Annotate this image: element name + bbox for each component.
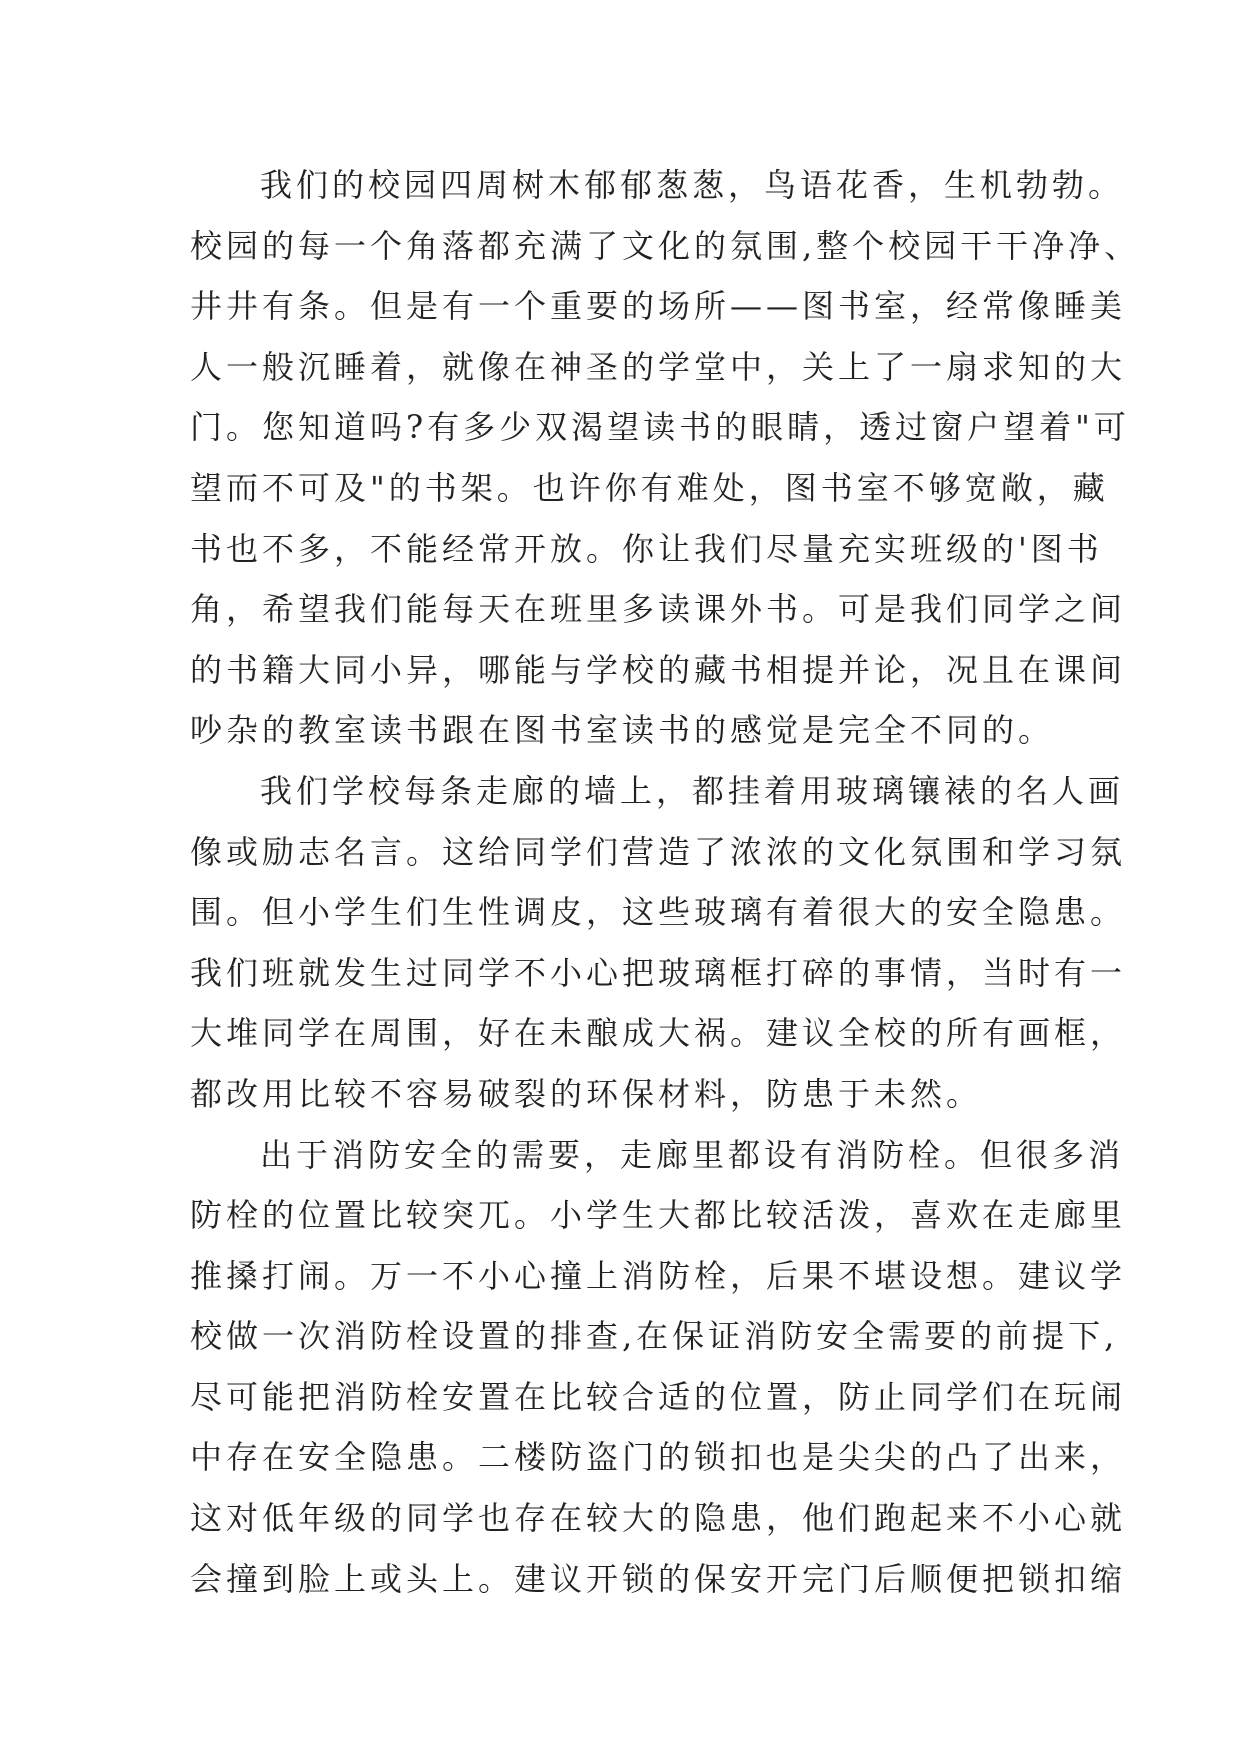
- paragraph-2-line-2: 像或励志名言。这给同学们营造了浓浓的文化氛围和学习氛: [190, 832, 1127, 871]
- paragraph-3-line-3: 推搡打闹。万一不小心撞上消防栓，后果不堪设想。建议学: [190, 1256, 1127, 1295]
- paragraph-2-line-6: 都改用比较不容易破裂的环保材料，防患于未然。: [190, 1074, 983, 1113]
- paragraph-1-line-6: 望而不可及"的书架。也许你有难处，图书室不够宽敞，藏: [190, 468, 1109, 507]
- paragraph-3-line-2: 防栓的位置比较突兀。小学生大都比较活泼，喜欢在走廊里: [190, 1196, 1127, 1235]
- paragraph-3-line-7: 这对低年级的同学也存在较大的隐患，他们跑起来不小心就: [190, 1499, 1127, 1538]
- paragraph-1-line-1: 我们的校园四周树木郁郁葱葱，鸟语花香，生机勃勃。: [260, 166, 1125, 204]
- body-text: [190, 155, 1141, 1609]
- paragraph-3-line-6: 中存在安全隐患。二楼防盗门的锁扣也是尖尖的凸了出来，: [190, 1438, 1127, 1477]
- paragraph-1-line-7: 书也不多，不能经常开放。你让我们尽量充实班级的'图书: [190, 529, 1103, 568]
- paragraph-1-line-9: 的书籍大同小异，哪能与学校的藏书相提并论，况且在课间: [190, 650, 1127, 689]
- paragraph-1-line-5: 门。您知道吗?有多少双渴望读书的眼睛，透过窗户望着"可: [190, 408, 1130, 447]
- paragraph-3-line-1: 出于消防安全的需要，走廊里都设有消防栓。但很多消: [260, 1135, 1125, 1174]
- paragraph-1-line-3: 井井有条。但是有一个重要的场所——图书室，经常像睡美: [190, 287, 1127, 326]
- paragraph-2-line-3: 围。但小学生们生性调皮，这些玻璃有着很大的安全隐患。: [190, 893, 1127, 932]
- paragraph-1-line-4: 人一般沉睡着，就像在神圣的学堂中，关上了一扇求知的大: [190, 347, 1127, 386]
- paragraph-3-line-8: 会撞到脸上或头上。建议开锁的保安开完门后顺便把锁扣缩: [190, 1559, 1127, 1598]
- paragraph-1-line-8: 角，希望我们能每天在班里多读课外书。可是我们同学之间: [190, 590, 1127, 629]
- paragraph-1-line-2: 校园的每一个角落都充满了文化的氛围,整个校园干干净净、: [190, 226, 1141, 265]
- paragraph-2-line-4: 我们班就发生过同学不小心把玻璃框打碎的事情，当时有一: [190, 953, 1127, 992]
- paragraph-2-line-1: 我们学校每条走廊的墙上，都挂着用玻璃镶裱的名人画: [260, 771, 1125, 810]
- paragraph-3-line-5: 尽可能把消防栓安置在比较合适的位置，防止同学们在玩闹: [190, 1377, 1127, 1416]
- paragraph-3-line-4: 校做一次消防栓设置的排查,在保证消防安全需要的前提下,: [190, 1317, 1119, 1356]
- paragraph-2-line-5: 大堆同学在周围，好在未酿成大祸。建议全校的所有画框，: [190, 1014, 1127, 1053]
- paragraph-1-line-10: 吵杂的教室读书跟在图书室读书的感觉是完全不同的。: [190, 711, 1055, 750]
